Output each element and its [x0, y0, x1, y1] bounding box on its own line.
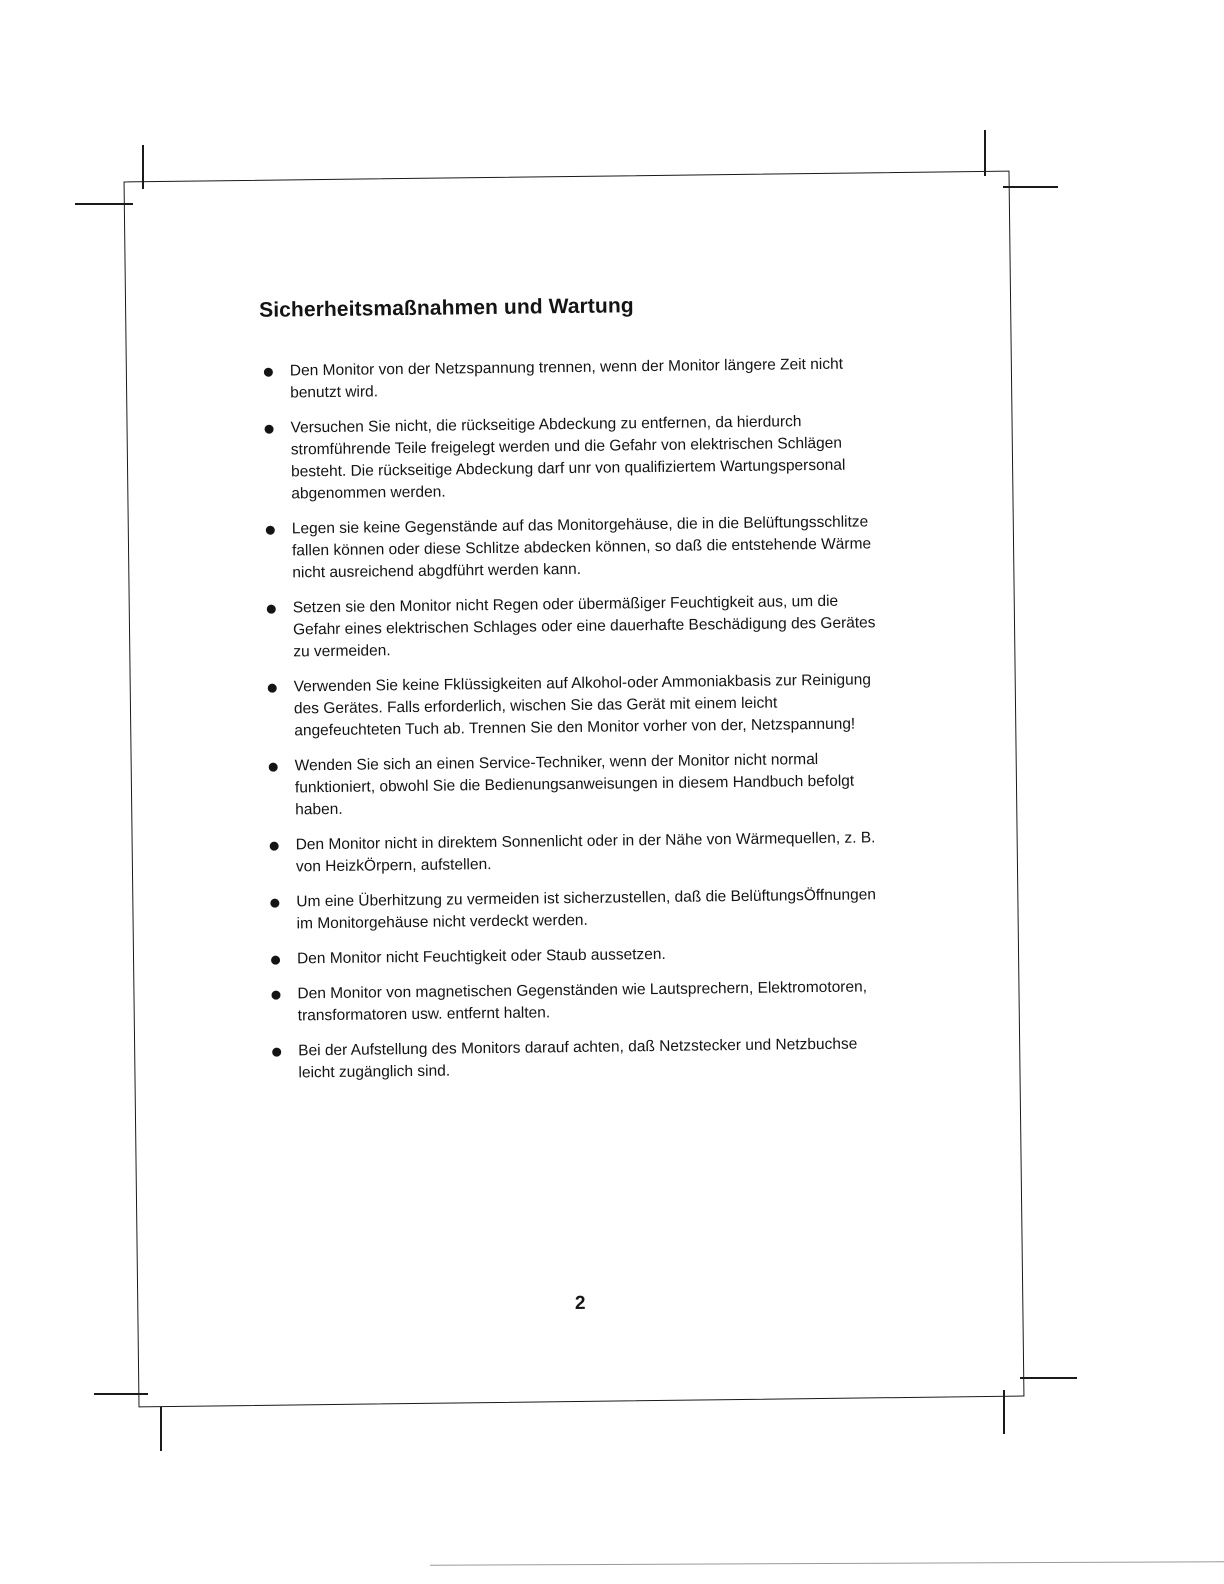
- page-title: Sicherheitsmaßnahmen und Wartung: [258, 294, 634, 322]
- crop-mark-bottom-right-horizontal: [1020, 1377, 1077, 1379]
- list-item: [262, 511, 883, 585]
- list-item-text: Den Monitor nicht Feuchtigkeit oder Staub aussetzen.: [296, 945, 666, 968]
- list-item-text: Setzen sie den Monitor nicht Regen oder übermäßiger Feuchtigkeit aus, um die Gefahr eines elektrischen Schlages oder eine dauerhafte Beschädigung des Gerätes zu vermeiden.: [292, 592, 876, 661]
- bullet-icon: [271, 991, 280, 1000]
- list-item: [260, 353, 880, 405]
- list-item: [266, 884, 886, 936]
- list-item-text: Legen sie keine Gegenstände auf das Monitorgehäuse, die in die Belüftungsschlitze fallen können oder diese Schlitze abdecken können, so daß die entstehende Wärme nicht ausreichend abgdführt werden kann.: [291, 513, 872, 582]
- crop-mark-top-left-horizontal: [75, 203, 133, 205]
- bullet-icon: [272, 1048, 281, 1057]
- bullet-icon: [270, 899, 279, 908]
- scan-edge-line: [430, 1561, 1224, 1565]
- list-item-text: Den Monitor nicht in direktem Sonnenlicht oder in der Nähe von Wärmequellen, z. B. von HeizkÖrpern, aufstellen.: [295, 829, 876, 876]
- page-content: [259, 291, 889, 1098]
- list-item-text: Verwenden Sie keine Fklüssigkeiten auf Alkohol-oder Ammoniakbasis zur Reinigung des Gerätes. Falls erforderlich, wischen Sie das Gerät mit einem leicht angefeuchteten Tuch ab. Trennen Sie den Monitor vorher von der, Netzspannung!: [293, 671, 872, 740]
- list-item-text: Um eine Überhitzung zu vermeiden ist sicherzustellen, daß die BelüftungsÖffnungen im Monitorgehäuse nicht verdeckt werden.: [296, 886, 876, 933]
- list-item: [267, 941, 887, 971]
- list-item-text: Versuchen Sie nicht, die rückseitige Abdeckung zu entfernen, da hierdurch stromführende Teile freigelegt werden und die Gefahr von elektrischen Schlägen besteht. Die rückseitige Abdeckung darf unr von qualifiziertem Wartungspersonal abgenommen werden.: [290, 413, 846, 503]
- list-item-text: Den Monitor von magnetischen Gegenständen wie Lautsprechern, Elektromotoren, transformatoren usw. entfernt halten.: [297, 978, 868, 1025]
- list-item-text: Bei der Aufstellung des Monitors darauf achten, daß Netzstecker und Netzbuchse leicht zugänglich sind.: [298, 1035, 858, 1082]
- bullet-icon: [269, 763, 278, 772]
- list-item: [263, 590, 884, 664]
- bullet-icon: [264, 368, 273, 377]
- bullet-icon: [265, 425, 274, 434]
- list-item: [267, 976, 887, 1028]
- bullet-icon: [267, 605, 276, 614]
- list-item: [264, 669, 885, 743]
- list-item: [266, 827, 886, 879]
- crop-mark-bottom-left-vertical: [160, 1407, 162, 1451]
- list-item-text: Den Monitor von der Netzspannung trennen, wenn der Monitor längere Zeit nicht benutzt wird.: [289, 355, 844, 402]
- bullet-icon: [270, 842, 279, 851]
- crop-mark-top-right-horizontal: [1003, 186, 1058, 188]
- bullet-icon: [271, 956, 280, 965]
- crop-mark-bottom-left-horizontal: [94, 1393, 148, 1395]
- crop-mark-bottom-right-vertical: [1003, 1390, 1005, 1434]
- crop-mark-top-left-vertical: [142, 145, 144, 189]
- crop-mark-top-right-vertical: [984, 130, 986, 176]
- safety-list: [260, 353, 889, 1085]
- page-number: 2: [574, 1292, 586, 1315]
- bullet-icon: [268, 684, 277, 693]
- list-item-text: Wenden Sie sich an einen Service-Techniker, wenn der Monitor nicht normal funktioniert, obwohl Sie die Bedienungsanweisungen in diesem Handbuch befolgt haben.: [294, 751, 855, 819]
- list-item: [260, 410, 881, 506]
- page-frame: [124, 171, 1025, 1408]
- bullet-icon: [266, 526, 275, 535]
- list-item: [265, 748, 886, 822]
- list-item: [268, 1033, 888, 1085]
